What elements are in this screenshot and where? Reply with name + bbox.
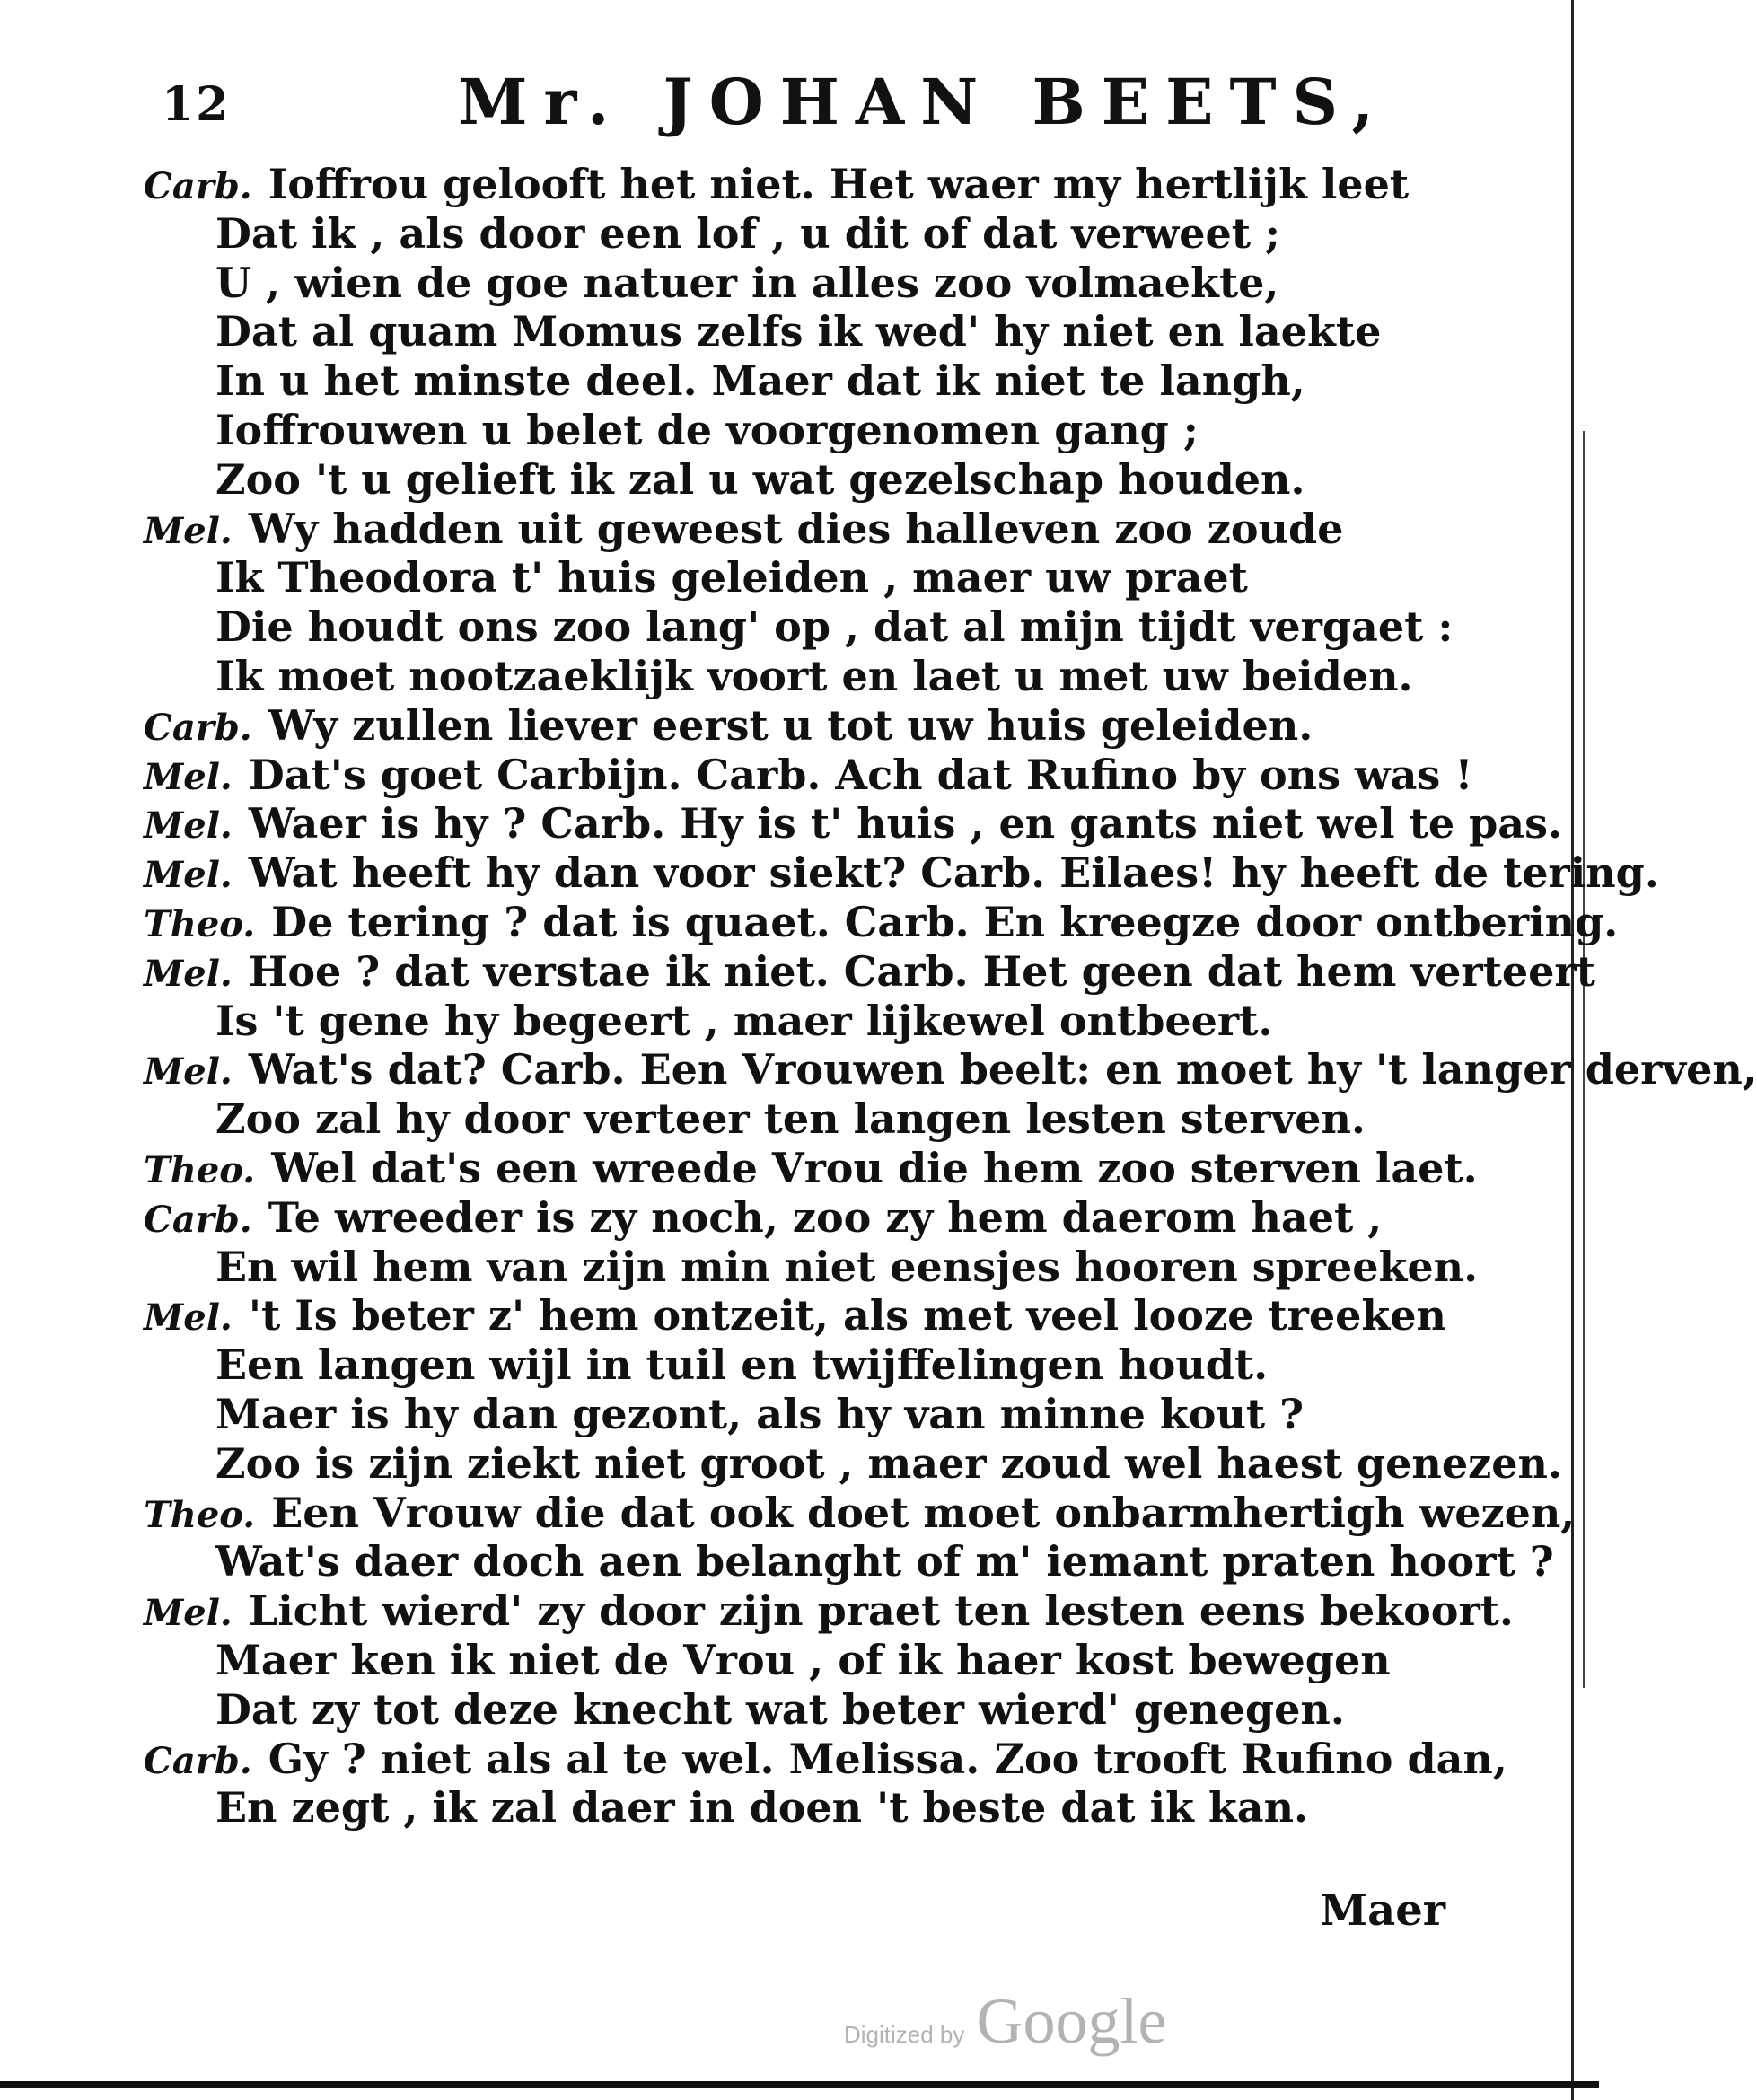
verse-text: Wat's daer doch aen belanght of m' iemant praten hoort ? bbox=[215, 1537, 1554, 1586]
verse-text: Licht wierd' zy door zijn praet ten lesten eens bekoort. bbox=[248, 1586, 1514, 1636]
verse-text: Ik Theodora t' huis geleiden , maer uw praet bbox=[215, 553, 1248, 602]
catchword: Maer bbox=[1320, 1885, 1446, 1936]
verse-text: Zoo 't u gelieft ik zal u wat gezelschap houden. bbox=[215, 454, 1305, 504]
verse-line bbox=[144, 946, 1595, 997]
verse-text: In u het minste deel. Maer dat ik niet te langh, bbox=[215, 356, 1305, 406]
verse-line bbox=[144, 1094, 1454, 1144]
verse-text: Dat's goet Carbijn. Carb. Ach dat Rufino by ons was ! bbox=[248, 750, 1473, 799]
speaker-label: Theo. bbox=[144, 1148, 256, 1191]
page-header bbox=[162, 65, 1390, 145]
verse-line bbox=[144, 356, 1454, 406]
verse-text: Waer is hy ? Carb. Hy is t' huis , en gants niet wel te pas. bbox=[248, 799, 1562, 848]
verse-line bbox=[144, 1537, 1554, 1586]
verse-text: Maer is hy dan gezont, als hy van minne kout ? bbox=[215, 1389, 1305, 1438]
verse-line bbox=[144, 1045, 1757, 1094]
verse-line bbox=[144, 553, 1454, 602]
verse-text: U , wien de goe natuer in alles zoo volmaekte, bbox=[215, 258, 1279, 307]
watermark-small-text: Digitized by bbox=[844, 2021, 965, 2048]
verse-text: 't Is beter z' hem ontzeit, als met veel looze treeken bbox=[248, 1291, 1446, 1340]
speaker-label: Mel. bbox=[144, 1296, 233, 1340]
verse-text: Die houdt ons zoo lang' op , dat al mijn tijdt vergaet : bbox=[215, 602, 1454, 652]
verse-line bbox=[144, 505, 1454, 554]
verse-text: Ik moet nootzaeklijk voort en laet u met uw beiden. bbox=[215, 651, 1413, 700]
verse-text: Wy zullen liever eerst u tot uw huis geleiden. bbox=[268, 700, 1313, 750]
google-logo: Google bbox=[976, 1985, 1167, 2057]
verse-text: Ioffrouwen u belet de voorgenomen gang ; bbox=[215, 405, 1199, 454]
speaker-label: Theo. bbox=[144, 1493, 256, 1536]
verse-line bbox=[144, 897, 1619, 947]
verse-text: En zegt , ik zal daer in doen 't beste dat ik kan. bbox=[215, 1783, 1309, 1832]
speaker-label: Carb. bbox=[144, 1198, 252, 1241]
speaker-label: Carb. bbox=[144, 165, 252, 207]
verse-line bbox=[144, 848, 1659, 898]
verse-text: Is 't gene hy begeert , maer lijkewel ontbeert. bbox=[215, 996, 1273, 1045]
verse-text: Een Vrouw die dat ook doet moet onbarmhertigh wezen, bbox=[271, 1488, 1576, 1537]
verse-line bbox=[144, 1438, 1562, 1489]
page-number: 12 bbox=[162, 77, 231, 132]
speaker-label: Mel. bbox=[144, 1050, 233, 1094]
verse-line bbox=[144, 1291, 1454, 1340]
speaker-label: Mel. bbox=[144, 755, 233, 798]
verse-line bbox=[144, 1488, 1576, 1538]
verse-line bbox=[144, 750, 1473, 800]
verse-line bbox=[144, 1242, 1479, 1292]
verse-line bbox=[144, 997, 1454, 1046]
verse-line bbox=[144, 406, 1454, 455]
verse-text: Maer ken ik niet de Vrou , of ik haer kost bewegen bbox=[215, 1635, 1391, 1684]
verse-line bbox=[144, 701, 1454, 751]
verse-line bbox=[144, 652, 1454, 701]
verse-text: Wat heeft hy dan voor siekt? Carb. Eilaes! hy heeft de tering. bbox=[248, 848, 1659, 898]
verse-text: Te wreeder is zy noch, zoo zy hem daerom haet , bbox=[268, 1192, 1383, 1242]
verse-line bbox=[144, 1734, 1507, 1784]
verse-line bbox=[144, 160, 1454, 209]
verse-text: Wy hadden uit geweest dies halleven zoo zoude bbox=[248, 504, 1344, 553]
verse-text: Ioffrou gelooft het niet. Het waer my hertlijk leet bbox=[268, 160, 1410, 208]
digitized-watermark bbox=[844, 1984, 1166, 2059]
verse-text: Wel dat's een wreede Vrou die hem zoo sterven laet. bbox=[271, 1143, 1478, 1192]
verse-line bbox=[144, 455, 1454, 505]
verse-text: Zoo zal hy door verteer ten langen lesten sterven. bbox=[215, 1094, 1366, 1144]
verse-text: Dat zy tot deze knecht wat beter wierd' genegen. bbox=[215, 1684, 1345, 1734]
verse-line bbox=[144, 209, 1454, 259]
verse-line bbox=[144, 799, 1562, 848]
verse-line bbox=[144, 1390, 1454, 1439]
verse-text: Gy ? niet als al te wel. Melissa. Zoo trooft Rufino dan, bbox=[268, 1734, 1507, 1783]
speaker-label: Mel. bbox=[144, 1592, 233, 1635]
verse-text: Zoo is zijn ziekt niet groot , maer zoud wel haest genezen. bbox=[215, 1438, 1562, 1488]
speaker-label: Mel. bbox=[144, 804, 233, 848]
poem-text bbox=[144, 160, 1757, 1832]
verse-text: Hoe ? dat verstae ik niet. Carb. Het geen dat hem verteert bbox=[248, 946, 1595, 996]
verse-line bbox=[144, 1193, 1454, 1243]
verse-text: De tering ? dat is quaet. Carb. En kreegze door ontbering. bbox=[271, 897, 1619, 946]
verse-line bbox=[144, 307, 1454, 356]
verse-text: Wat's dat? Carb. Een Vrouwen beelt: en moet hy 't langer derven, bbox=[248, 1045, 1757, 1094]
speaker-label: Mel. bbox=[144, 952, 233, 995]
verse-text: Een langen wijl in tuil en twijffelingen houdt. bbox=[215, 1340, 1269, 1390]
verse-line bbox=[144, 1685, 1454, 1735]
verse-line bbox=[144, 1636, 1454, 1685]
verse-text: Dat al quam Momus zelfs ik wed' hy niet en laekte bbox=[215, 307, 1382, 356]
speaker-label: Mel. bbox=[144, 509, 233, 552]
verse-line bbox=[144, 1783, 1454, 1832]
verse-text: En wil hem van zijn min niet eensjes hooren spreeken. bbox=[215, 1242, 1479, 1291]
verse-line bbox=[144, 602, 1454, 652]
speaker-label: Carb. bbox=[144, 1739, 252, 1782]
speaker-label: Theo. bbox=[144, 902, 256, 945]
running-head: Mr. JOHAN BEETS, bbox=[458, 65, 1390, 139]
verse-line bbox=[144, 259, 1454, 308]
verse-line bbox=[144, 1143, 1478, 1193]
verse-line bbox=[144, 1586, 1514, 1636]
bottom-rule bbox=[0, 2081, 1599, 2088]
speaker-label: Carb. bbox=[144, 706, 252, 749]
speaker-label: Mel. bbox=[144, 854, 233, 897]
verse-line bbox=[144, 1340, 1454, 1390]
verse-text: Dat ik , als door een lof , u dit of dat verweet ; bbox=[215, 208, 1280, 258]
